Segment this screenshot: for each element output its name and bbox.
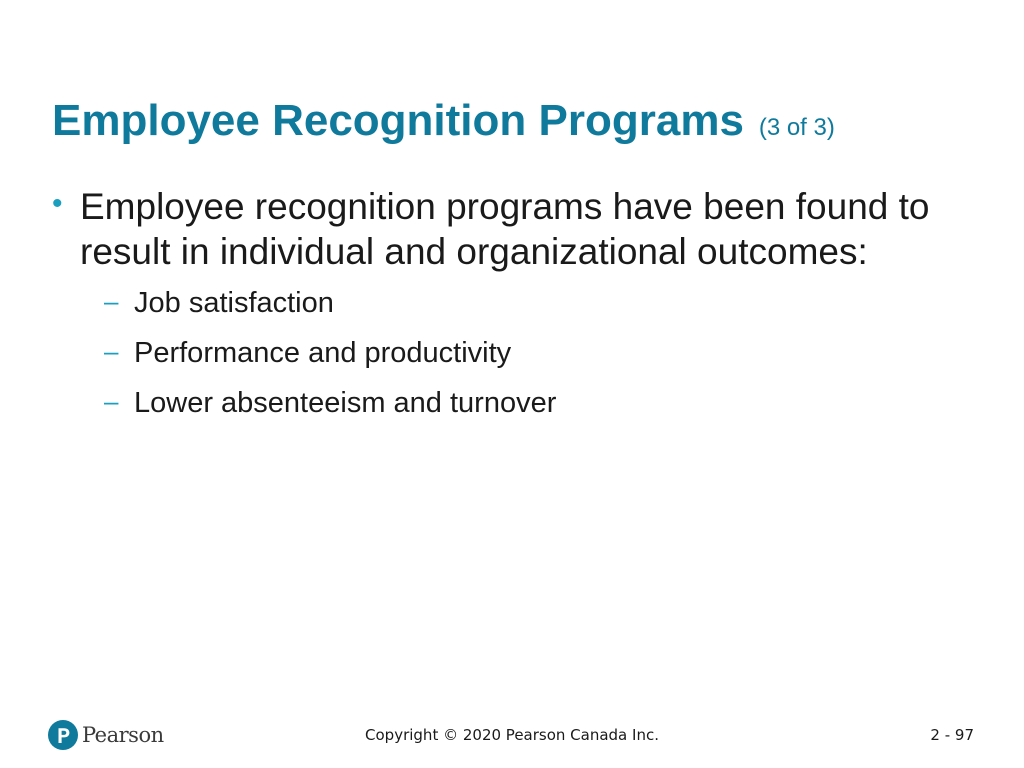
title-part-indicator: (3 of 3): [758, 114, 835, 141]
title-main: Employee Recognition Programs: [52, 96, 744, 145]
sub-bullet-item: [104, 336, 992, 370]
slide-content: [52, 184, 992, 436]
pearson-logo-text: Pearson: [82, 723, 164, 747]
sub-bullet-text: Job satisfaction: [134, 287, 334, 319]
slide-title: [52, 96, 835, 146]
sub-bullet-marker: –: [104, 386, 119, 416]
sub-bullet-marker: –: [104, 286, 119, 316]
copyright-text: Copyright © 2020 Pearson Canada Inc.: [365, 726, 659, 744]
sub-bullet-item: [104, 286, 992, 320]
sub-bullet-list: [52, 286, 992, 420]
bullet-text: Employee recognition programs have been found to result in individual and organizational outcomes:: [80, 186, 930, 272]
sub-bullet-item: [104, 386, 992, 420]
bullet-marker: •: [52, 187, 63, 220]
page-number: 2 - 97: [930, 726, 974, 744]
sub-bullet-text: Lower absenteeism and turnover: [134, 387, 557, 419]
slide-footer: [0, 716, 1024, 756]
sub-bullet-text: Performance and productivity: [134, 337, 512, 369]
sub-bullet-marker: –: [104, 336, 119, 366]
bullet-item: [52, 184, 992, 274]
